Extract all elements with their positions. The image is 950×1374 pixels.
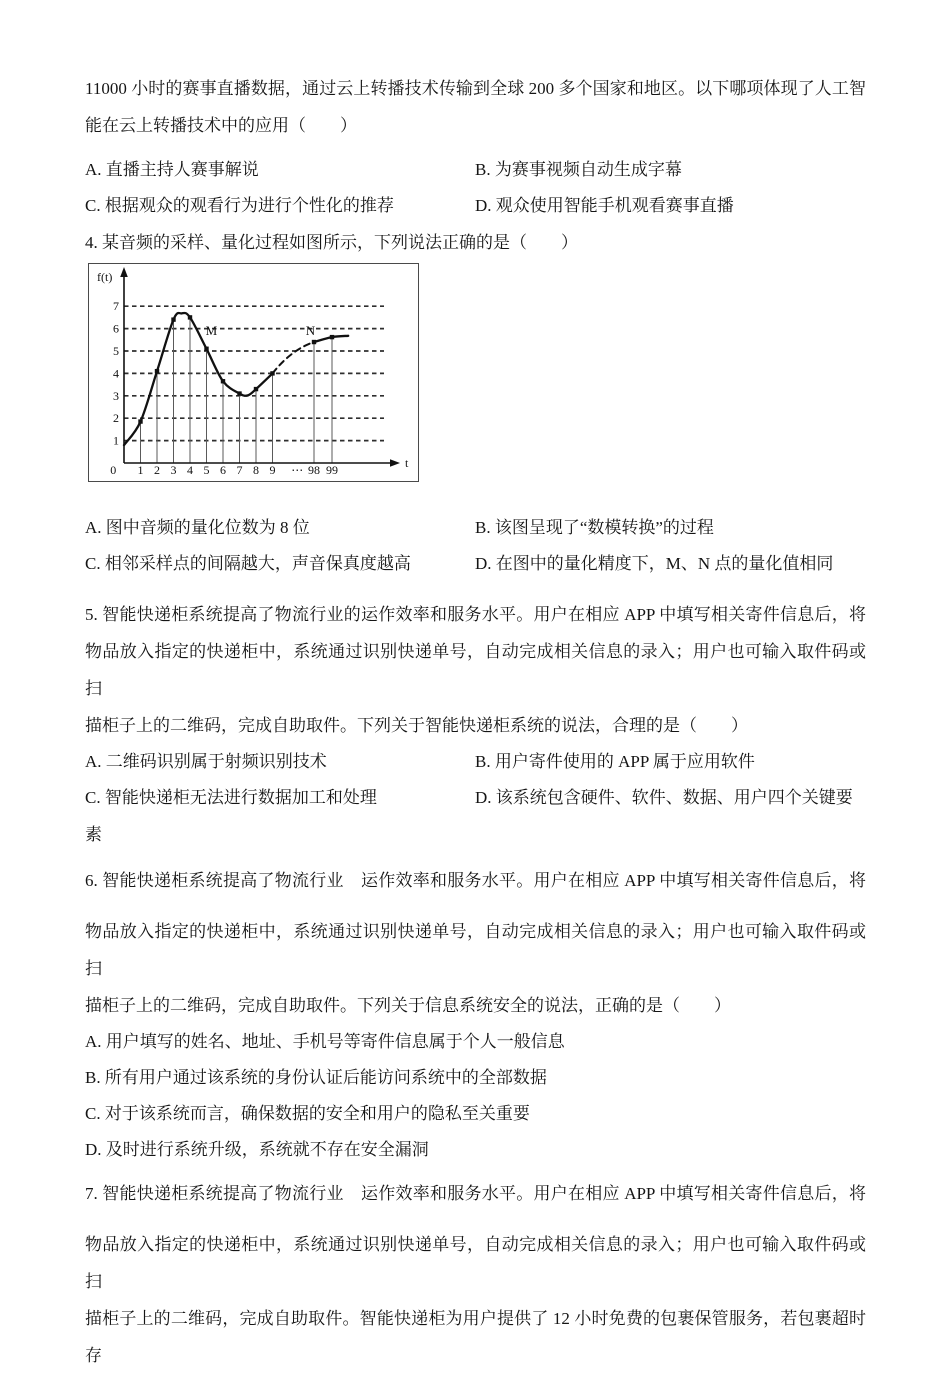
option-row [85,546,866,582]
y-tick-label: 6 [113,321,119,336]
option-b: B. 所有用户通过该系统的身份认证后能访问系统中的全部数据 [85,1068,547,1087]
y-axis-label: f(t) [97,270,113,284]
option-c: C. 相邻采样点的间隔越大，声音保真度越高 [85,554,411,573]
question-7 [85,1175,866,1374]
option-d: D. 在图中的量化精度下，M、N 点的量化值相同 [475,554,834,573]
option-b: B. 该图呈现了“数模转换”的过程 [475,518,714,537]
sample-point [270,371,274,375]
question-6 [85,862,866,1024]
text-line: 物品放入指定的快递柜中，系统通过识别快递单号，自动完成相关信息的录入；用户也可输入取件码或扫 [85,642,866,698]
text-line: 物品放入指定的快递柜中，系统通过识别快递单号，自动完成相关信息的录入；用户也可输入取件码或扫 [85,922,866,978]
text-line: 描柜子上的二维码，完成自助取件。智能快递柜为用户提供了 12 小时免费的包裹保管服务，若包裹超时存 [85,1309,866,1365]
point-annotation: M [205,322,218,338]
sample-point [155,369,159,373]
signal-curve [124,313,273,445]
x-axis-label: t [405,456,409,470]
sample-point [221,379,225,383]
x-tick-label: 8 [253,463,259,476]
text-line: 描柜子上的二维码，完成自助取件。下列关于智能快递柜系统的说法，合理的是（ ） [85,716,748,735]
y-tick-label: 1 [113,433,119,448]
y-tick-label: 2 [113,411,119,426]
option-c: C. 智能快递柜无法进行数据加工和处理 [85,788,377,807]
question-4 [85,224,866,261]
q5-options [85,744,866,816]
y-tick-label: 4 [113,366,119,381]
intro-paragraph [85,70,866,144]
option-a: A. 二维码识别属于射频识别技术 [85,752,327,771]
x-tick-label: 3 [170,463,177,476]
x-tick-label: 4 [187,463,193,476]
option-d: D. 及时进行系统升级，系统就不存在安全漏洞 [85,1140,429,1159]
option-row [85,188,866,224]
text-line: 素 [85,825,102,844]
sample-point [312,340,316,344]
q4-options [85,510,866,582]
option-d: D. 该系统包含硬件、软件、数据、用户四个关键要 [475,788,853,807]
x-tick-label: 99 [326,463,338,476]
q5-option-d-overflow [85,816,866,853]
sampling-quantization-chart [89,264,418,476]
x-tick-label: 2 [154,463,160,476]
option-row [85,510,866,546]
sample-point [204,347,208,351]
x-tick-label: 9 [269,463,276,476]
sample-point [138,419,142,423]
q6-options [85,1024,866,1168]
y-tick-label: 3 [113,388,119,403]
x-axis-arrow-icon [390,459,400,467]
signal-curve-dashed [273,342,315,373]
x-tick-label: 1 [137,463,144,476]
x-tick-label: 5 [203,463,210,476]
text-line: 描柜子上的二维码，完成自助取件。下列关于信息系统安全的说法，正确的是（ ） [85,996,731,1015]
quantization-figure [88,263,419,482]
option-row [85,744,866,780]
x-tick-label: ⋯ [291,463,304,476]
option-row [85,780,866,816]
option-a: A. 图中音频的量化位数为 8 位 [85,518,310,537]
option-row [85,152,866,188]
text-line: 物品放入指定的快递柜中，系统通过识别快递单号，自动完成相关信息的录入；用户也可输入取件码或扫 [85,1235,866,1291]
sample-point [171,317,175,321]
sample-point [237,391,241,395]
question-stem: 4. 某音频的采样、量化过程如图所示，下列说法正确的是（ ） [85,233,578,252]
x-tick-label: 7 [236,463,243,476]
option-b: B. 为赛事视频自动生成字幕 [475,160,682,179]
option-b: B. 用户寄件使用的 APP 属于应用软件 [475,752,755,771]
y-tick-label: 7 [113,299,119,314]
question-5 [85,596,866,744]
y-axis-arrow-icon [120,267,128,277]
option-a: A. 直播主持人赛事解说 [85,160,259,179]
option-c: C. 根据观众的观看行为进行个性化的推荐 [85,196,394,215]
text-line: 能在云上转播技术中的应用（ ） [85,116,357,135]
x-tick-label: 98 [308,463,320,476]
point-annotation: N [305,322,316,338]
sample-point [254,387,258,391]
intro-options [85,152,866,224]
y-tick-label: 5 [113,344,119,358]
option-a: A. 用户填写的姓名、地址、手机号等寄件信息属于个人一般信息 [85,1032,565,1051]
option-c: C. 对于该系统而言，确保数据的安全和用户的隐私至关重要 [85,1104,530,1123]
x-tick-label: 0 [110,463,117,476]
sample-point [188,315,192,319]
sample-point [330,335,334,339]
text-line: 6. 智能快递柜系统提高了物流行业 运作效率和服务水平。用户在相应 APP 中填写相关寄件信息后，将 [85,871,866,890]
x-tick-label: 6 [220,463,226,476]
text-line: 7. 智能快递柜系统提高了物流行业 运作效率和服务水平。用户在相应 APP 中填写相关寄件信息后，将 [85,1184,866,1203]
text-line: 5. 智能快递柜系统提高了物流行业的运作效率和服务水平。用户在相应 APP 中填写相关寄件信息后，将 [85,605,866,624]
option-d: D. 观众使用智能手机观看赛事直播 [475,196,734,215]
text-line: 11000 小时的赛事直播数据，通过云上转播技术传输到全球 200 多个国家和地区。以下哪项体现了人工智 [85,79,866,98]
